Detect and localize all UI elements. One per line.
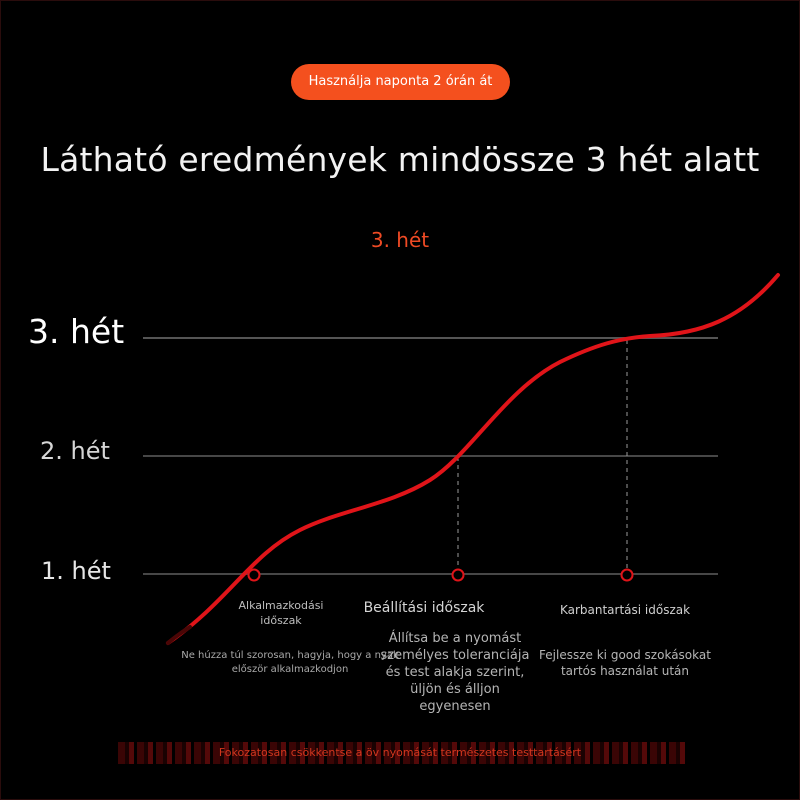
milestone-marker-maintenance: [622, 570, 633, 581]
curve-fade-start: [168, 627, 190, 643]
phase-title-adjustment: Beállítási időszak: [363, 600, 485, 616]
phase-title-maintenance: Karbantartási időszak: [559, 603, 691, 617]
usage-badge: Használja naponta 2 órán át: [291, 64, 510, 100]
milestone-marker-adjustment: [453, 570, 464, 581]
y-label-week-1: 1. hét: [41, 557, 111, 585]
highlight-week-label: 3. hét: [370, 228, 430, 252]
phase-desc-adaptation: Ne húzza túl szorosan, hagyja, hogy a nyak először alkalmazkodjon: [181, 650, 399, 675]
phase-title-adaptation: Alkalmazkodási időszak: [238, 599, 324, 627]
y-label-week-2: 2. hét: [40, 437, 110, 465]
y-label-week-3: 3. hét: [28, 312, 125, 351]
phase-desc-maintenance: Fejlessze ki good szokásokat tartós használat után: [539, 648, 711, 678]
page-title: Látható eredmények mindössze 3 hét alatt: [40, 140, 760, 179]
footer-note: Fokozatosan csökkentse a öv nyomását természetes testtartásért: [218, 746, 582, 759]
progress-curve: [168, 275, 778, 643]
phase-desc-adjustment: Állítsa be a nyomást személyes toleranciája és test alakja szerint, üljön és álljon egyenesen: [380, 631, 530, 714]
milestone-marker-adaptation: [249, 570, 260, 581]
